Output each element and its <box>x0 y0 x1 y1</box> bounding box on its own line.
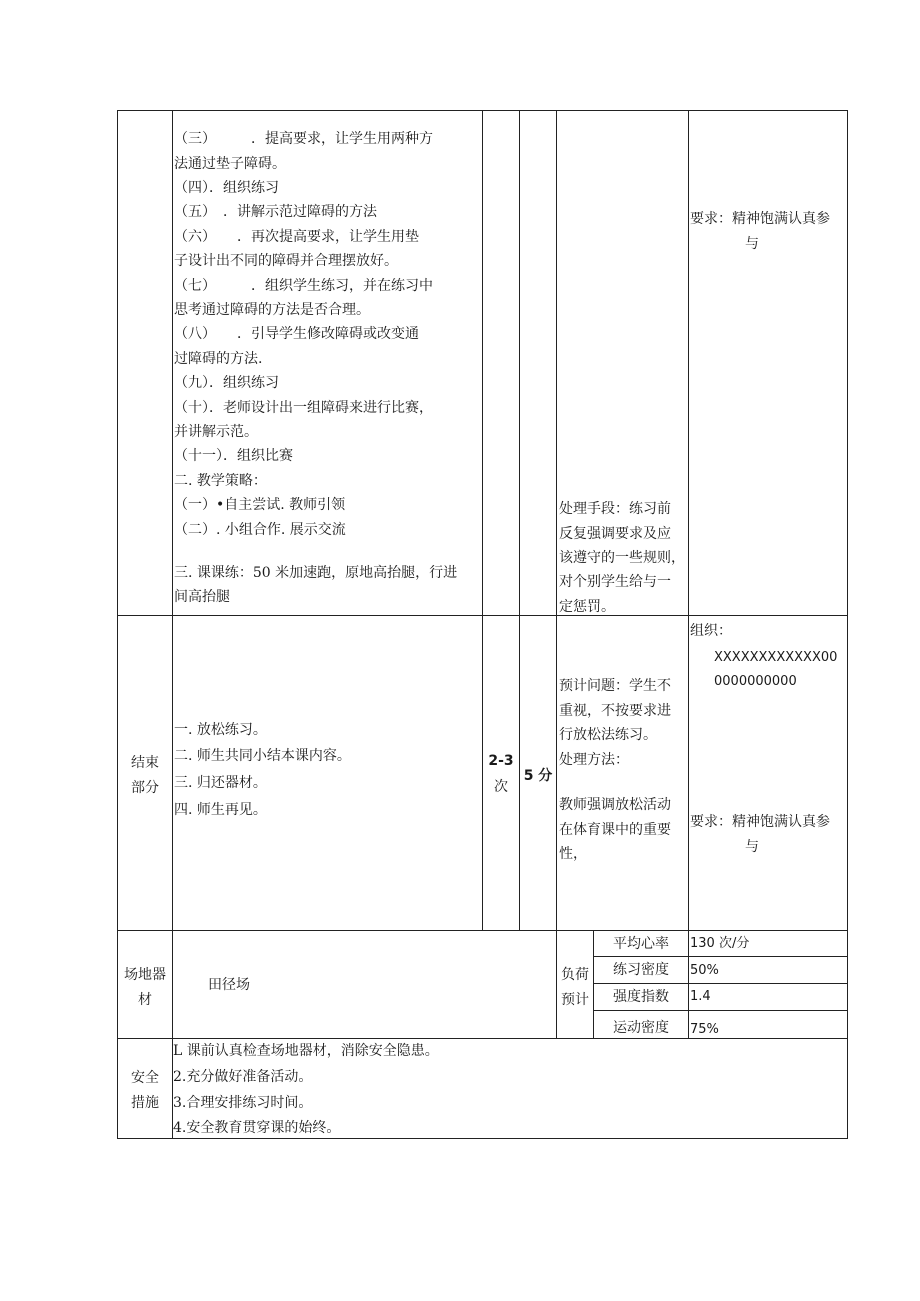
metric-divider-3 <box>593 1010 848 1011</box>
requirement-line: 要求：精神饱满认真参 <box>690 814 830 830</box>
organization-formation: 0000000000 <box>714 674 797 689</box>
metric-name: 平均心率 <box>613 936 669 952</box>
content-line: （十）．老师设计出一组障碍来进行比赛， <box>174 400 433 416</box>
content-line: 法通过垫子障碍。 <box>174 156 286 172</box>
handling-line: 反复强调要求及应 <box>559 526 671 542</box>
organization-formation: XXXXXXXXXXXX00 <box>714 650 838 665</box>
col-divider-label <box>172 110 173 1139</box>
handling-line: 处理手段：练习前 <box>559 501 671 517</box>
row-divider-3 <box>117 1038 848 1039</box>
content-line: （十一）．组织比赛 <box>174 448 293 464</box>
safety-item: 2.充分做好准备活动。 <box>173 1069 313 1085</box>
end-content-line: 一. 放松练习。 <box>174 722 267 738</box>
content-line: 二. 教学策略： <box>174 473 267 489</box>
metric-name: 强度指数 <box>613 989 669 1005</box>
metric-value: 1.4 <box>690 989 711 1004</box>
metric-value: 50% <box>690 963 719 978</box>
requirement-line: 要求：精神饱满认真参 <box>690 211 830 227</box>
col-divider-duration <box>556 110 557 1038</box>
venue-label: 材 <box>138 992 152 1008</box>
safety-label: 安全 <box>131 1070 159 1086</box>
problem-line: 在体育课中的重要 <box>559 822 671 838</box>
handling-line: 对个别学生给与一 <box>559 574 671 590</box>
content-line: （三） ．提高要求，让学生用两种方 <box>174 131 433 147</box>
col-divider-times <box>519 110 520 931</box>
content-line: 思考通过障碍的方法是否合理。 <box>174 302 370 318</box>
content-line: （一）•自主尝试. 教师引领 <box>174 497 346 513</box>
table-border-right <box>847 110 848 1139</box>
content-line: （九）．组织练习 <box>174 375 279 391</box>
load-label: 预计 <box>561 992 589 1008</box>
metric-value: 75% <box>690 1022 719 1037</box>
col-divider-content <box>482 110 483 931</box>
metric-divider-1 <box>593 956 848 957</box>
requirement-line: 与 <box>745 839 759 855</box>
section-label: 结束 <box>131 755 159 771</box>
section-label: 部分 <box>131 780 159 796</box>
content-line: （二）. 小组合作. 展示交流 <box>174 522 346 538</box>
problem-line: 预计问题：学生不 <box>559 678 671 694</box>
metric-divider-2 <box>593 983 848 984</box>
requirement-line: 与 <box>745 236 759 252</box>
end-content-line: 四. 师生再见。 <box>174 802 267 818</box>
content-line: （七） ．组织学生练习，并在练习中 <box>174 278 433 294</box>
safety-item: 3.合理安排练习时间。 <box>173 1095 313 1111</box>
content-line: （八） ．引导学生修改障碍或改变通 <box>174 326 419 342</box>
end-content-line: 二. 师生共同小结本课内容。 <box>174 748 351 764</box>
content-line: （六） ．再次提高要求，让学生用垫 <box>174 229 419 245</box>
safety-item: L 课前认真检查场地器材，消除安全隐患。 <box>173 1043 439 1059</box>
col-divider-problem <box>688 110 689 1038</box>
problem-line: 处理方法： <box>559 752 629 768</box>
problem-line: 性， <box>559 846 587 862</box>
content-line: 子设计出不同的障碍并合理摆放好。 <box>174 253 398 269</box>
problem-line: 教师强调放松活动 <box>559 797 671 813</box>
organization-label: 组织： <box>690 623 732 639</box>
content-line: 并讲解示范。 <box>174 424 258 440</box>
table-border-bottom <box>117 1138 848 1139</box>
times-value: 2-3 <box>488 753 514 769</box>
table-border-left <box>117 110 118 1139</box>
metric-name: 练习密度 <box>613 962 669 978</box>
venue-value: 田径场 <box>208 977 250 993</box>
content-line: 三. 课课练：50 米加速跑，原地高抬腿，行进 <box>174 565 458 581</box>
content-line: （四）．组织练习 <box>174 180 279 196</box>
safety-label: 措施 <box>131 1095 159 1111</box>
handling-line: 定惩罚。 <box>559 599 615 615</box>
handling-line: 该遵守的一些规则， <box>559 550 685 566</box>
metric-value: 130 次/分 <box>690 936 750 951</box>
times-unit: 次 <box>494 779 508 795</box>
problem-line: 行放松法练习。 <box>559 727 657 743</box>
metric-name: 运动密度 <box>613 1020 669 1036</box>
load-label: 负荷 <box>561 967 589 983</box>
duration-value: 5 分 <box>523 768 553 784</box>
content-line: 间高抬腿 <box>174 589 230 605</box>
problem-line: 重视，不按要求进 <box>559 703 671 719</box>
content-line: （五） ．讲解示范过障碍的方法 <box>174 204 377 220</box>
end-content-line: 三. 归还器材。 <box>174 775 267 791</box>
content-line: 过障碍的方法. <box>174 351 263 367</box>
venue-label: 场地器 <box>124 967 166 983</box>
safety-item: 4.安全教育贯穿课的始终。 <box>173 1120 341 1136</box>
